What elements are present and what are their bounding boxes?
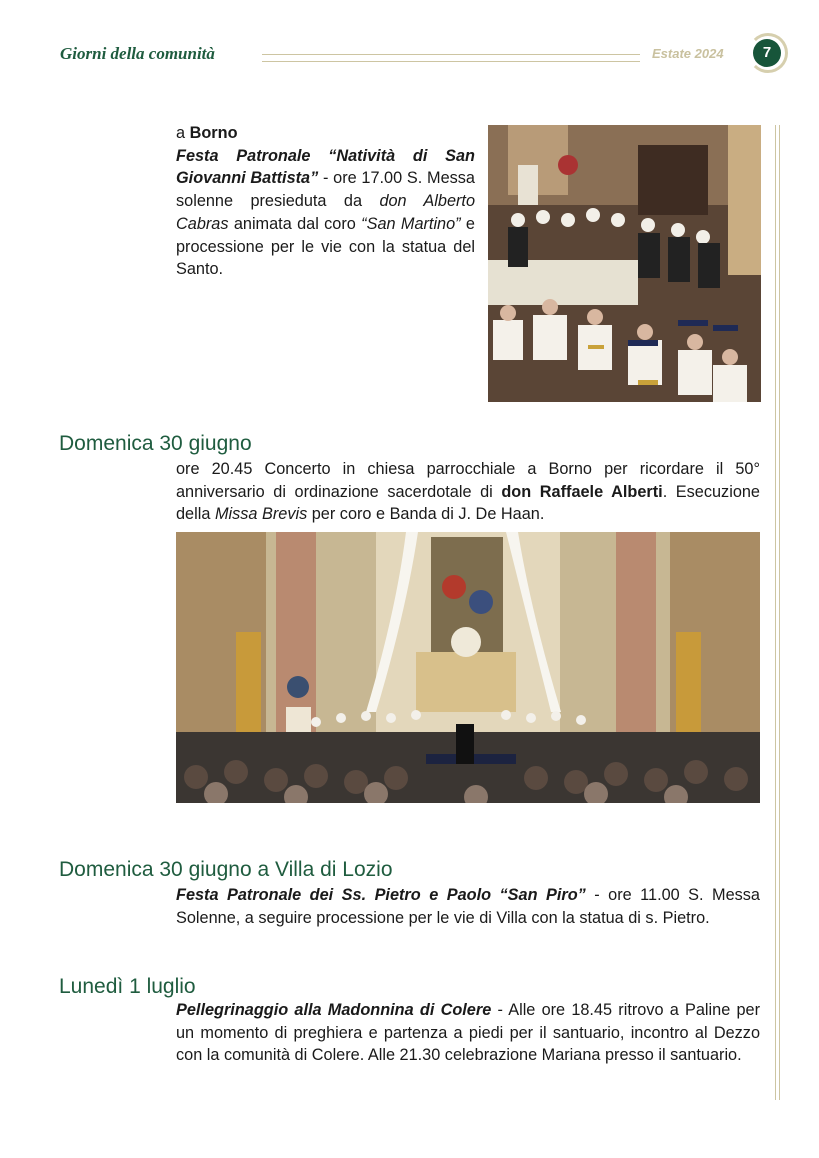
section-title: Giorni della comunità bbox=[60, 44, 215, 63]
pilgrimage-heading: Lunedì 1 luglio bbox=[59, 975, 196, 998]
borno-text-3: e processione per le vie con la statua del Santo. bbox=[176, 214, 475, 279]
borno-choir: “San Martino” bbox=[361, 214, 461, 233]
concert-text-3: per coro e Banda di J. De Haan. bbox=[307, 505, 545, 524]
borno-place: Borno bbox=[189, 124, 238, 142]
concert-event bbox=[176, 458, 760, 526]
borno-text-2: animata dal coro bbox=[228, 214, 362, 233]
margin-rule bbox=[775, 125, 780, 1100]
borno-celebrant: don Alberto Cabras bbox=[176, 192, 476, 233]
concert-text-1: ore 20.45 Concerto in chiesa parrocchiale a Borno per ricordare il 50° anniversario di ordinazione sacerdotale di bbox=[176, 460, 760, 501]
issue-season: Estate 2024 bbox=[652, 46, 724, 61]
villa-event bbox=[176, 884, 760, 929]
pilgrimage-title: Pellegrinaggio alla Madonnina di Colere bbox=[176, 1001, 492, 1019]
concert-heading: Domenica 30 giugno bbox=[59, 432, 252, 455]
borno-event bbox=[176, 122, 475, 281]
borno-prefix: a bbox=[176, 124, 190, 142]
choir-band-photo bbox=[488, 125, 761, 402]
concert-text-2: . Esecuzione della bbox=[176, 482, 760, 524]
pilgrimage-event bbox=[176, 999, 760, 1067]
pilgrimage-text-1: - Alle ore 18.45 ritrovo a Paline per un momento di preghiera e partenza a piedi per il santuario, incontro al Dezzo con la comunità di Colere. Alle 21.30 celebrazione Mariana presso il santuario. bbox=[176, 1001, 760, 1065]
church-concert-photo bbox=[176, 532, 760, 803]
villa-heading: Domenica 30 giugno a Villa di Lozio bbox=[59, 858, 393, 881]
villa-text-1: - ore 11.00 S. Messa Solenne, a seguire processione per le vie di Villa con la statua di s. Pietro. bbox=[176, 886, 760, 927]
header-rule bbox=[262, 54, 640, 62]
concert-priest: don Raffaele Alberti bbox=[501, 482, 663, 501]
borno-feast-name: Festa Patronale “Natività di San Giovanni Battista” bbox=[176, 146, 475, 188]
concert-work: Missa Brevis bbox=[214, 505, 308, 524]
borno-text-1: - ore 17.00 S. Messa solenne presieduta da bbox=[176, 169, 475, 211]
page-number: 7 bbox=[753, 39, 781, 67]
villa-feast-name: Festa Patronale dei Ss. Pietro e Paolo “San Piro” bbox=[176, 886, 586, 904]
